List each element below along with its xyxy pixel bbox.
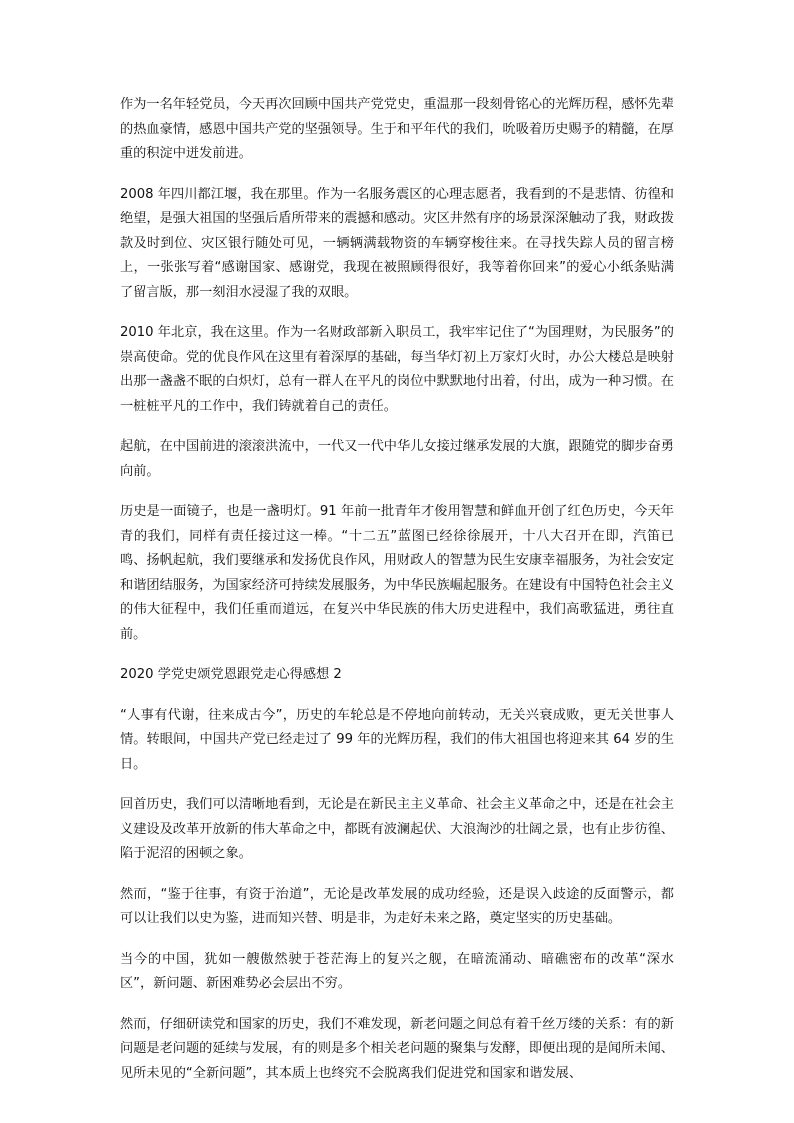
paragraph-2010-beijing: 2010 年北京，我在这里。作为一名财政部新入职员工，我牢牢记住了“为国理财，为民服务”的崇高使命。党的优良作风在这里有着深厚的基础，每当华灯初上万家灯火时，办公大楼总是映射出那一盏盏不眠的白炽灯，总有一群人在平凡的岗位中默默地付出着，付出，成为一种习惯。在一桩桩平凡的工作中，我们铸就着自己的责任。 <box>120 325 674 414</box>
paragraph-history-mirror: 历史是一面镜子，也是一盏明灯。91 年前一批青年才俊用智慧和鲜血开创了红色历史，今天年青的我们，同样有责任接过这一棒。“十二五”蓝图已经徐徐展开，十八大召开在即，汽笛已鸣、扬帆起航，我们要继承和发扬优良作风，用财政人的智慧为民生安康幸福服务，为社会安定和谐团结服务，为国家经济可持续发展服务，为中华民族崛起服务。在建设有中国特色社会主义的伟大征程中，我们任重而道远，在复兴中华民族的伟大历史进程中，我们高歌猛进，勇往直前。 <box>120 504 674 642</box>
paragraph-learn-from-past: 然而，“鉴于往事，有资于治道”，无论是改革发展的成功经验，还是误入歧途的反面警示，都可以让我们以史为鉴，进而知兴替、明是非，为走好未来之路，奠定坚实的历史基础。 <box>120 886 674 926</box>
paragraph-2008-dujiangyan: 2008 年四川都江堰，我在那里。作为一名服务震区的心理志愿者，我看到的不是悲情、彷徨和绝望，是强大祖国的坚强后盾所带来的震撼和感动。灾区井然有序的场景深深触动了我，财政拨款及时到位、灾区银行随处可见，一辆辆满载物资的车辆穿梭往来。在寻找失踪人员的留言榜上，一张张写着“感谢国家、感谢党，我现在被照顾得很好，我等着你回来”的爱心小纸条贴满了留言版，那一刻泪水浸湿了我的双眼。 <box>120 186 674 300</box>
paragraph-looking-back: 回首历史，我们可以清晰地看到，无论是在新民主主义革命、社会主义革命之中，还是在社会主义建设及改革开放新的伟大革命之中，都既有波澜起伏、大浪淘沙的壮阔之景，也有止步彷徨、陷于泥沼的困顿之象。 <box>120 797 674 861</box>
paragraph-china-today: 当今的中国，犹如一艘傲然驶于苍茫海上的复兴之舰，在暗流涌动、暗礁密布的改革“深水区”，新问题、新困难势必会层出不穷。 <box>120 951 674 991</box>
document-body <box>120 93 674 1102</box>
section-heading: 2020 学党史颂党恩跟党走心得感想 2 <box>120 667 342 682</box>
paragraph-study-history: 然而，仔细研读党和国家的历史，我们不难发现，新老问题之间总有着千丝万缕的关系：有的新问题是老问题的延续与发展，有的则是多个相关老问题的聚集与发酵，即便出现的是闻所未闻、见所未见的“全新问题”，其本质上也终究不会脱离我们促进党和国家和谐发展、 <box>120 1016 674 1081</box>
paragraph-setting-sail: 起航，在中国前进的滚滚洪流中，一代又一代中华儿女接过继承发展的大旗，跟随党的脚步奋勇向前。 <box>120 439 674 479</box>
paragraph-history-wheel: “人事有代谢，往来成古今”，历史的车轮总是不停地向前转动，无关兴衰成败，更无关世事人情。转眼间，中国共产党已经走过了 99 年的光辉历程，我们的伟大祖国也将迎来其 64 岁的生日。 <box>120 707 674 772</box>
paragraph-intro: 作为一名年轻党员，今天再次回顾中国共产党党史，重温那一段刻骨铭心的光辉历程，感怀先辈的热血豪情，感恩中国共产党的坚强领导。生于和平年代的我们，吮吸着历史赐予的精髓，在厚重的积淀中迸发前进。 <box>120 97 674 161</box>
